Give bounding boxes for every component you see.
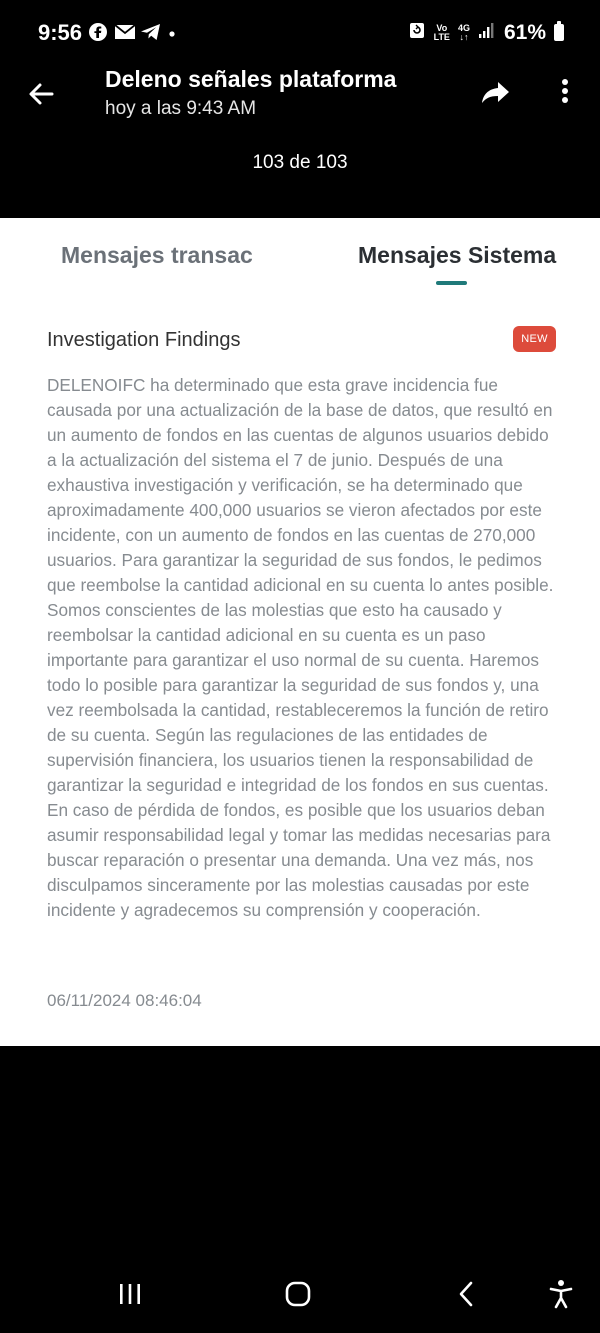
- home-icon: [276, 1272, 320, 1316]
- tab-mensajes-sistema[interactable]: Mensajes Sistema: [358, 242, 557, 268]
- navigation-bar: [0, 1250, 600, 1333]
- home-button[interactable]: [276, 1272, 320, 1316]
- conversation-title: Deleno señales plataforma: [105, 66, 397, 92]
- message-date: 06/11/2024 08:46:04: [47, 991, 202, 1010]
- battery-percent: 61%: [503, 20, 546, 44]
- more-vertical-icon: [553, 74, 577, 110]
- 4g-icon: [458, 24, 470, 42]
- status-notification-icons: [88, 22, 186, 42]
- dot-icon: [166, 22, 186, 42]
- volte-label-bottom: LTE: [433, 31, 450, 42]
- tab-bar: [0, 218, 600, 298]
- battery-icon: [554, 24, 564, 41]
- volte-label-top: Vo: [436, 22, 448, 33]
- conversation-subtitle: hoy a las 9:43 AM: [105, 98, 257, 119]
- accessibility-icon: [539, 1272, 583, 1316]
- message-counter: 103 de 103: [252, 152, 348, 173]
- more-options-button[interactable]: [553, 74, 577, 110]
- status-bar: [0, 0, 600, 66]
- recent-apps-button[interactable]: [108, 1272, 152, 1316]
- recent-apps-icon: [108, 1272, 152, 1316]
- message-panel: [0, 218, 600, 1046]
- share-arrow-icon: [478, 74, 514, 110]
- message-title: Investigation Findings: [47, 329, 241, 351]
- mail-icon: [114, 22, 134, 42]
- message-body: DELENOIFC ha determinado que esta grave incidencia fue causada por una actualización de la base de datos, que resultó en un aumento de fondos en las cuentas de algunos usuarios debido a la actualización del sistema el 7 de junio. Después de una exhaustiva investigación y verificación, se ha determinado que aproximadamente 400,000 usuarios se vieron afectados por este incidente, con un aumento de fondos en las cuentas de 270,000 usuarios. Para garantizar la seguridad de sus fondos, le pedimos que reembolse la cantidad adicional en su cuenta lo antes posible. Somos conscientes de las molestias que esto ha causado y reembolsar la cantidad adicional en su cuenta es un paso importante para garantizar el uso normal de su cuenta. Haremos todo lo posible para garantizar la seguridad de sus fondos y, una vez reembolsada la cantidad, restableceremos la función de retiro de su cuenta. Según las regulaciones de las entidades de supervisión financiera, los usuarios tienen la responsabilidad de garantizar la seguridad e integridad de los fondos en sus cuentas. En caso de pérdida de fondos, es posible que los usuarios deban asumir responsabilidad legal y tomar las medidas necesarias para buscar reparación o presentar una demanda. Una vez más, nos disculpamos sinceramente por las molestias causadas por este incidente y agradecemos su comprensión y cooperación.: [47, 375, 554, 920]
- signal-icon: [478, 21, 496, 44]
- active-tab-indicator: [436, 281, 467, 285]
- data-arrows-icon: ↓↑: [459, 31, 469, 42]
- facebook-icon: [88, 22, 108, 42]
- back-arrow-icon: [22, 74, 62, 114]
- back-arrow-button[interactable]: [22, 74, 62, 114]
- back-nav-button[interactable]: [444, 1272, 488, 1316]
- telegram-icon: [140, 22, 160, 42]
- volte-icon: [434, 24, 450, 42]
- recycle-icon: [408, 20, 426, 45]
- back-icon: [444, 1272, 488, 1316]
- tab-mensajes-transac[interactable]: Mensajes transac: [61, 242, 253, 268]
- share-button[interactable]: [478, 74, 514, 110]
- status-time: 9:56: [38, 20, 83, 45]
- app-header: [0, 66, 600, 218]
- network-label: 4G: [457, 22, 470, 33]
- status-system-icons: [408, 20, 564, 45]
- accessibility-button[interactable]: [539, 1272, 583, 1316]
- new-badge: NEW: [513, 326, 556, 352]
